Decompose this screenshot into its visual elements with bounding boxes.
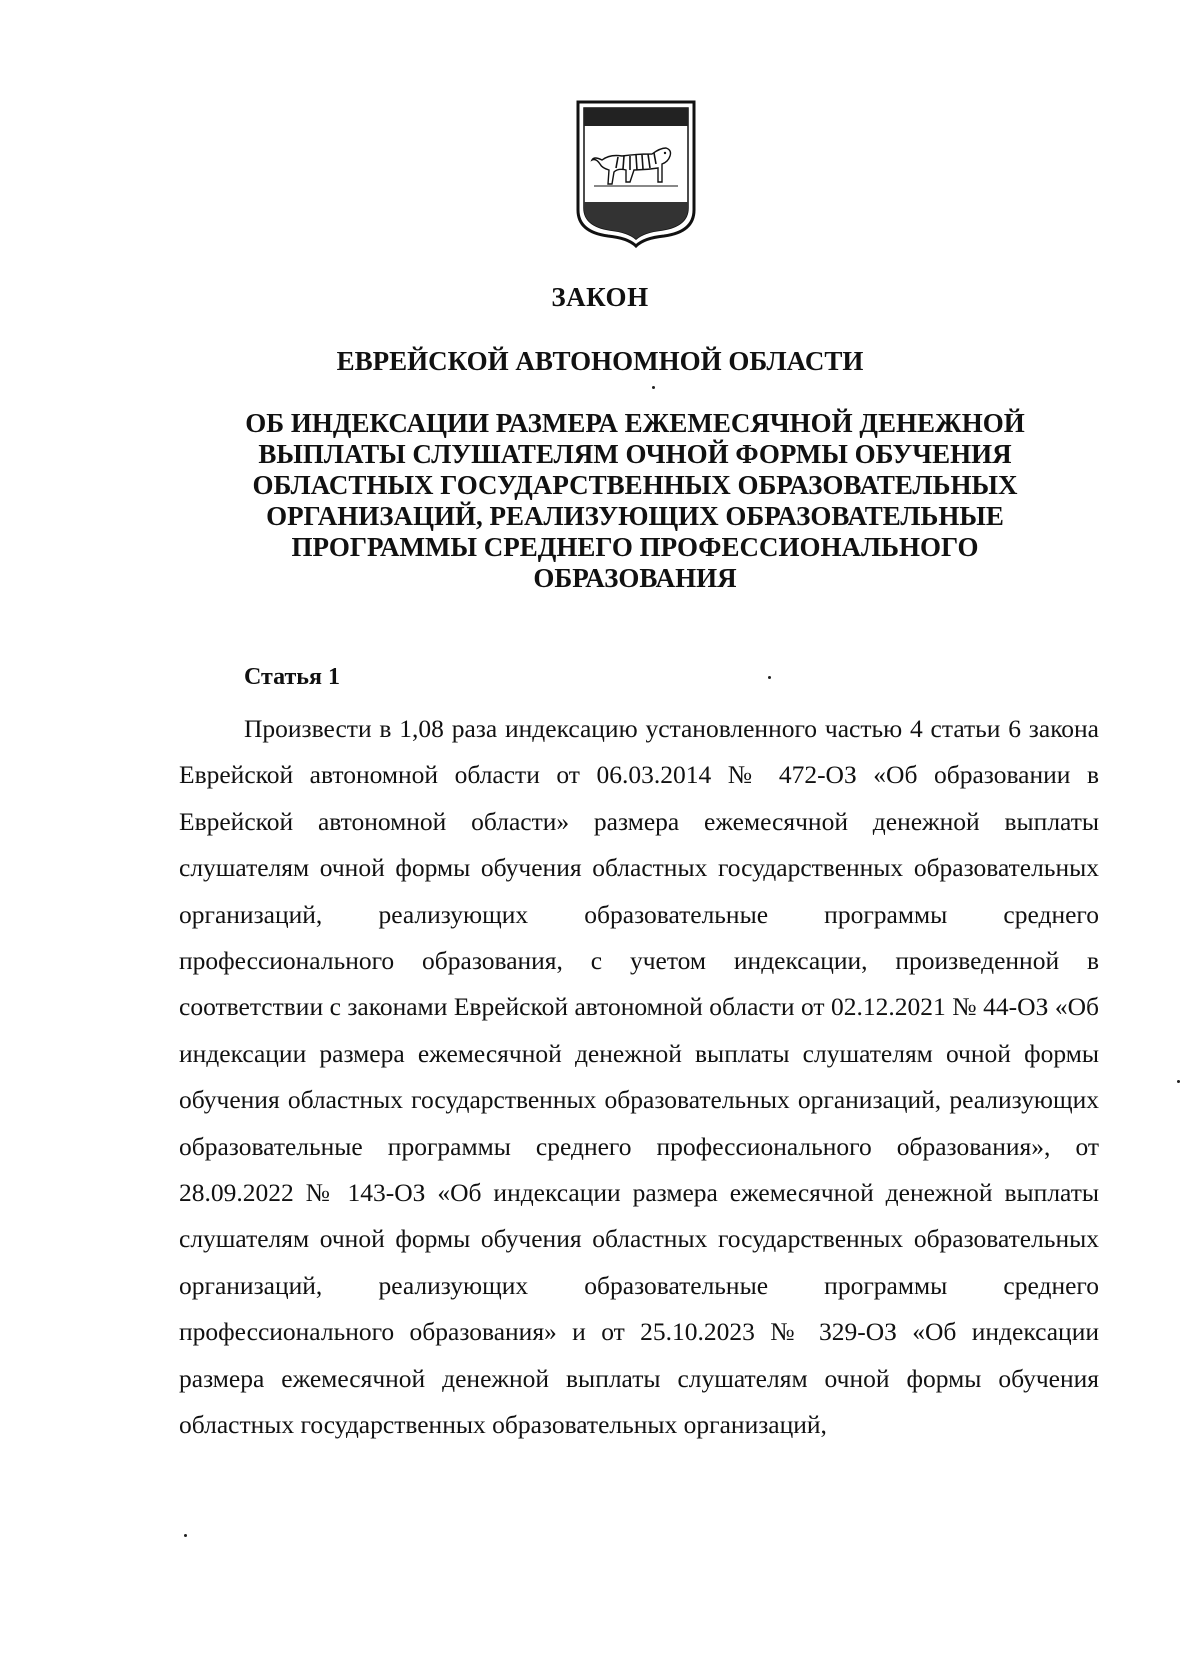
article-text: Произвести в 1,08 раза индексацию установленного частью 4 статьи 6 закона Еврейской автономной области от 06.03.2014 № 472-ОЗ «Об образовании в Еврейской автономной области» размера ежемесячной денежной выплаты слушателям очной формы обучения областных государственных образовательных организаций, реализующих образовательные программы среднего профессионального образования, с учетом индексации, произведенной в соответствии с законами Еврейской автономной области от 02.12.2021 № 44-ОЗ «Об индексации размера ежемесячной денежной выплаты слушателям очной формы обучения областных государственных образовательных организаций, реализующих образовательные программы среднего профессионального образования», от 28.09.2022 № 143-ОЗ «Об индексации размера ежемесячной денежной выплаты слушателям очной формы обучения областных государственных образовательных организаций, реализующих образовательные программы среднего профессионального образования» и от 25.10.2023 № 329-ОЗ «Об индексации размера ежемесячной денежной выплаты слушателям очной формы обучения областных государственных образовательных организаций,	[179, 714, 1099, 1440]
scan-speck	[652, 386, 655, 389]
scan-speck	[1177, 1080, 1180, 1083]
article-heading: Статья 1	[244, 664, 340, 690]
law-title: ОБ ИНДЕКСАЦИИ РАЗМЕРА ЕЖЕМЕСЯЧНОЙ ДЕНЕЖНОЙ ВЫПЛАТЫ СЛУШАТЕЛЯМ ОЧНОЙ ФОРМЫ ОБУЧЕНИЯ ОБЛАСТНЫХ ГОСУДАРСТВЕННЫХ ОБРАЗОВАТЕЛЬНЫХ ОРГАНИЗАЦИЙ, РЕАЛИЗУЮЩИХ ОБРАЗОВАТЕЛЬНЫЕ ПРОГРАММЫ СРЕДНЕГО ПРОФЕССИОНАЛЬНОГО ОБРАЗОВАНИЯ	[245, 408, 1025, 593]
coat-of-arms-tiger-icon	[574, 98, 698, 248]
scan-speck	[768, 676, 771, 679]
region-heading: ЕВРЕЙСКОЙ АВТОНОМНОЙ ОБЛАСТИ	[336, 346, 864, 376]
scan-speck	[184, 1534, 187, 1537]
law-heading: ЗАКОН	[551, 282, 649, 312]
